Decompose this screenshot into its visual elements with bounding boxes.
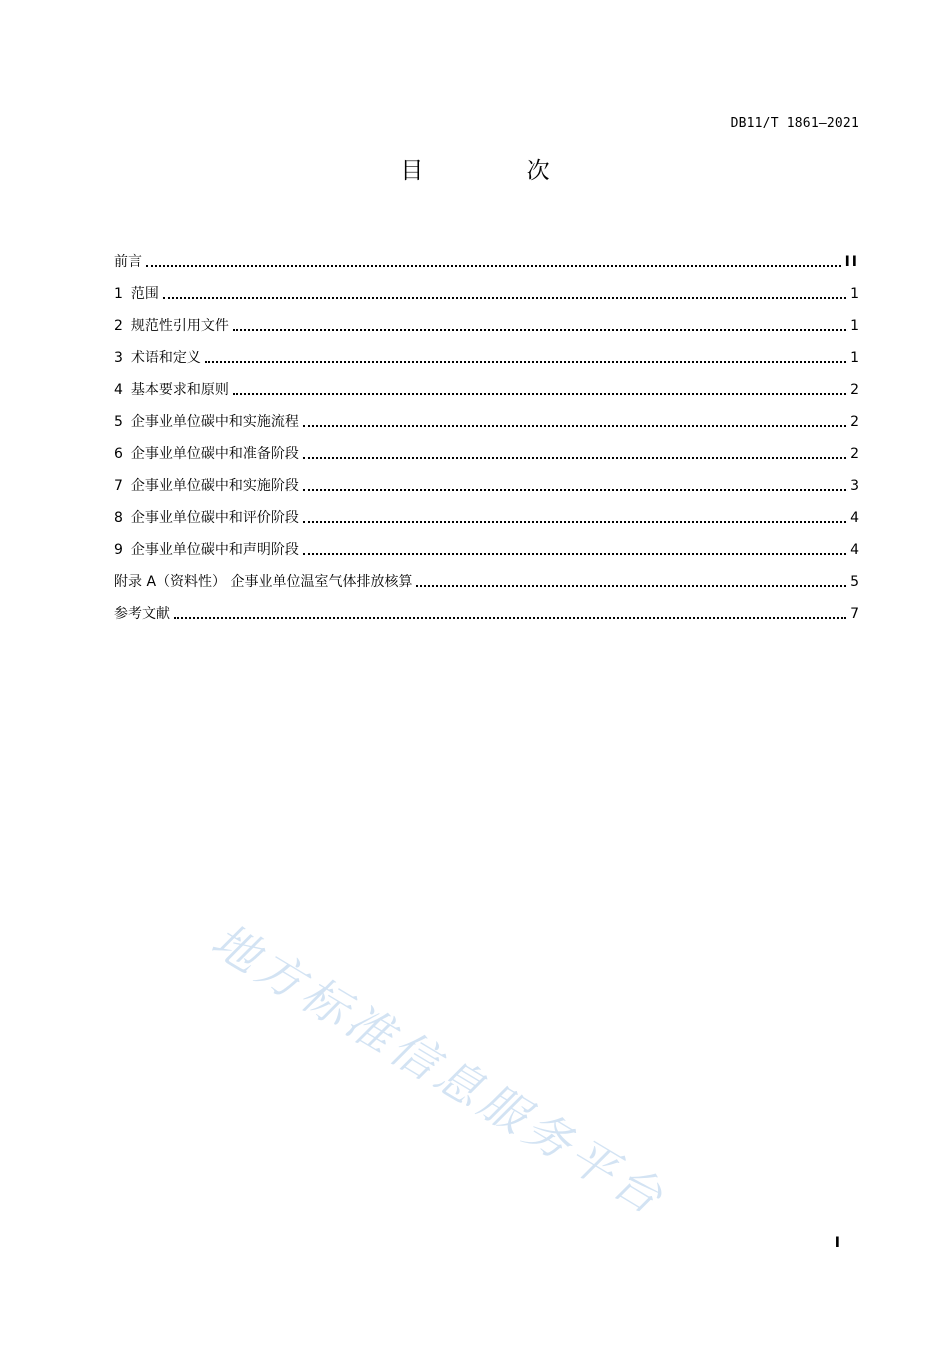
toc-page-number: 1 xyxy=(850,318,859,334)
toc-section-number: 1 xyxy=(114,286,123,302)
toc-section-number: 6 xyxy=(114,446,123,462)
toc-entry-process[interactable] xyxy=(114,400,859,432)
toc-page-number: 2 xyxy=(850,382,859,398)
toc-entry-implementation[interactable] xyxy=(114,464,859,496)
toc-page-number: 3 xyxy=(850,478,859,494)
toc-dot-leader xyxy=(416,585,846,587)
toc-entry-text: 前言 xyxy=(114,254,142,270)
page-title: 目 次 xyxy=(400,158,598,184)
toc-entry-text: 基本要求和原则 xyxy=(130,382,229,398)
toc-dot-leader xyxy=(146,265,841,267)
toc-section-number: 3 xyxy=(114,350,123,366)
watermark: 地方标准信息服务平台 xyxy=(202,912,677,1227)
toc-entry-bibliography[interactable] xyxy=(114,592,859,624)
toc-page-number: II xyxy=(844,254,859,270)
toc-section-number: 7 xyxy=(114,478,123,494)
toc-entry-text: 企事业单位碳中和实施阶段 xyxy=(130,478,299,494)
toc-dot-leader xyxy=(233,329,846,331)
toc-entry-terms[interactable] xyxy=(114,336,859,368)
toc-entry-preface[interactable] xyxy=(114,240,859,272)
toc-entry-text: 参考文献 xyxy=(114,606,170,622)
toc-entry-label xyxy=(114,540,299,560)
toc-dot-leader xyxy=(303,521,846,523)
toc-entry-text: 企事业单位碳中和评价阶段 xyxy=(130,510,299,526)
toc-dot-leader xyxy=(303,425,846,427)
toc-entry-label xyxy=(114,444,299,464)
toc-entry-label xyxy=(114,508,299,528)
toc-entry-label xyxy=(114,284,159,304)
toc-entry-label xyxy=(114,348,201,368)
toc-entry-evaluation[interactable] xyxy=(114,496,859,528)
toc-entry-label xyxy=(114,604,170,624)
document-code: DB11/T 1861—2021 xyxy=(730,116,859,131)
toc-entry-label xyxy=(114,572,412,592)
toc-dot-leader xyxy=(205,361,846,363)
toc-entry-label xyxy=(114,476,299,496)
toc-entry-declaration[interactable] xyxy=(114,528,859,560)
toc-dot-leader xyxy=(303,489,846,491)
toc-entry-text: 术语和定义 xyxy=(130,350,201,366)
toc-page-number: 1 xyxy=(850,286,859,302)
toc-section-number: 8 xyxy=(114,510,123,526)
footer-page-number: I xyxy=(834,1235,840,1251)
toc-entry-requirements[interactable] xyxy=(114,368,859,400)
toc-section-number: 2 xyxy=(114,318,123,334)
toc-entry-text: 范围 xyxy=(130,286,159,302)
toc-entry-normative-references[interactable] xyxy=(114,304,859,336)
toc-dot-leader xyxy=(303,457,846,459)
toc-page-number: 5 xyxy=(850,574,859,590)
toc-section-number: 4 xyxy=(114,382,123,398)
toc-entry-appendix-a[interactable] xyxy=(114,560,859,592)
toc-entry-text: 企事业单位碳中和准备阶段 xyxy=(130,446,299,462)
toc-entry-preparation[interactable] xyxy=(114,432,859,464)
toc-entry-label xyxy=(114,380,229,400)
toc-page-number: 2 xyxy=(850,446,859,462)
toc-section-number: 9 xyxy=(114,542,123,558)
toc-dot-leader xyxy=(303,553,846,555)
toc-dot-leader xyxy=(174,617,846,619)
toc-page-number: 7 xyxy=(850,606,859,622)
toc-entry-label xyxy=(114,412,299,432)
toc-page-number: 1 xyxy=(850,350,859,366)
toc-section-number: 5 xyxy=(114,414,123,430)
toc-dot-leader xyxy=(233,393,846,395)
toc-entry-text: 附录 A（资料性） 企事业单位温室气体排放核算 xyxy=(114,574,413,590)
toc-entry-text: 企事业单位碳中和实施流程 xyxy=(130,414,299,430)
toc-entry-text: 规范性引用文件 xyxy=(130,318,229,334)
toc-page-number: 2 xyxy=(850,414,859,430)
toc-entry-text: 企事业单位碳中和声明阶段 xyxy=(130,542,299,558)
toc-entry-label xyxy=(114,252,142,272)
toc-page-number: 4 xyxy=(850,510,859,526)
toc-entry-label xyxy=(114,316,229,336)
toc-dot-leader xyxy=(163,297,846,299)
toc-entry-scope[interactable] xyxy=(114,272,859,304)
table-of-contents xyxy=(114,240,859,624)
toc-page-number: 4 xyxy=(850,542,859,558)
